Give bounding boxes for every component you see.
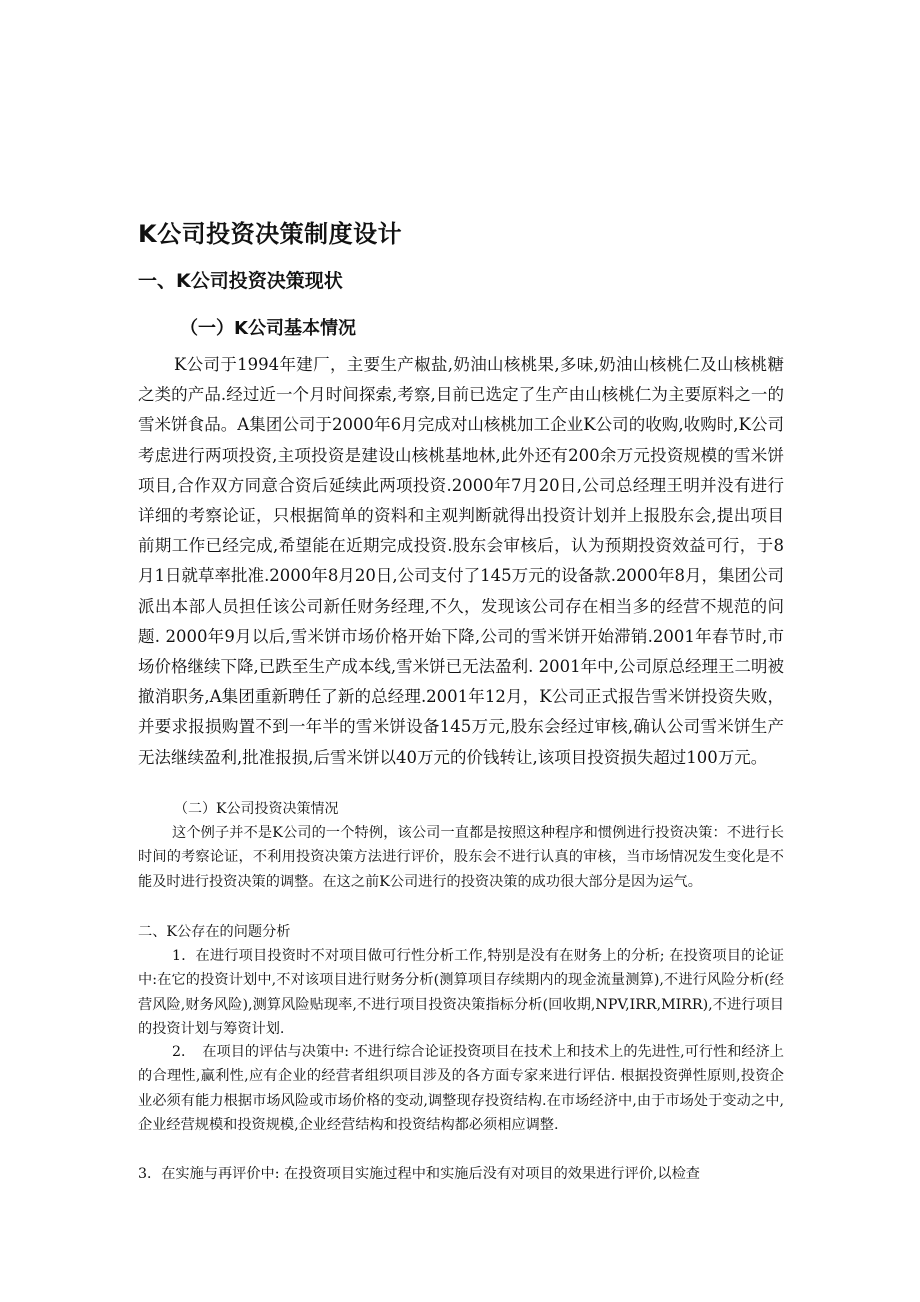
subsection-1-heading: （一）K公司基本情况 — [180, 318, 356, 339]
paragraph-company-background: K公司于1994年建厂，主要生产椒盐,奶油山核桃果,多味,奶油山核桃仁及山核桃糖之类的产品.经过近一个月时间探索,考察,目前已选定了生产由山核桃仁为主要原料之一的雪米饼食品。A集团公司于2000年6月完成对山核桃加工企业K公司的收购,收购时,K公司考虑进行两项投资,主项投资是建设山核桃基地林,此外还有200余万元投资规模的雪米饼项目,合作双方同意合资后延续此两项投资.2000年7月20日,公司总经理王明并没有进行详细的考察论证，只根据简单的资料和主观判断就得出投资计划并上报股东会,提出项目前期工作已经完成,希望能在近期完成投资.股东会审核后，认为预期投资效益可行，于8月1日就草率批准.2000年8月20日,公司支付了145万元的设备款.2000年8月，集团公司派出本部人员担任该公司新任财务经理,不久，发现该公司存在相当多的经营不规范的问题. 2000年9月以后,雪米饼市场价格开始下降,公司的雪米饼开始滞销.2001年春节时,市场价格继续下降,已跌至生产成本线,雪米饼已无法盈利. 2001年中,公司原总经理王二明被撤消职务,A集团重新聘任了新的总经理.2001年12月，K公司正式报告雪米饼投资失败，并要求报损购置不到一年半的雪米饼设备145万元,股东会经过审核,确认公司雪米饼生产无法继续盈利,批准报损,后雪米饼以40万元的价钱转让,该项目投资损失超过100万元。 — [138, 355, 784, 767]
paragraph-investment-decision: 这个例子并不是K公司的一个特例，该公司一直都是按照这种程序和惯例进行投资决策：不进行长时间的考察论证，不利用投资决策方法进行评价，股东会不进行认真的审核，当市场情况发生变化是不能及时进行投资决策的调整。在这之前K公司进行的投资决策的成功很大部分是因为运气。 — [138, 825, 784, 890]
list-item-3: 3．在实施与再评价中: 在投资项目实施过程中和实施后没有对项目的效果进行评价,以检查 — [138, 1166, 700, 1182]
section-1-heading: 一、K公司投资决策现状 — [138, 270, 343, 292]
document-title: K公司投资决策制度设计 — [138, 220, 403, 248]
subsection-2-heading: （二）K公司投资决策情况 — [174, 801, 339, 817]
list-item-1: 1．在进行项目投资时不对项目做可行性分析工作,特别是没有在财务上的分析; 在投资项目的论证中:在它的投资计划中,不对该项目进行财务分析(测算项目存续期内的现金流量测算),不进行风险分析(经营风险,财务风险),测算风险贴现率,不进行项目投资决策指标分析(回收期,NPV,IRR,MIRR),不进行项目的投资计划与筹资计划. — [138, 948, 784, 1038]
list-item-2: 2． 在项目的评估与决策中: 不进行综合论证投资项目在技术上和技术上的先进性,可行性和经济上的合理性,赢利性,应有企业的经营者组织项目涉及的各方面专家来进行评估. 根据投资弹性原则,投资企业必须有能力根据市场风险或市场价格的变动,调整现存投资结构.在市场经济中,由于市场处于变动之中,企业经营规模和投资规模,企业经营结构和投资结构都必须相应调整. — [138, 1044, 784, 1134]
section-2-heading: 二、K公存在的问题分析 — [138, 924, 291, 940]
